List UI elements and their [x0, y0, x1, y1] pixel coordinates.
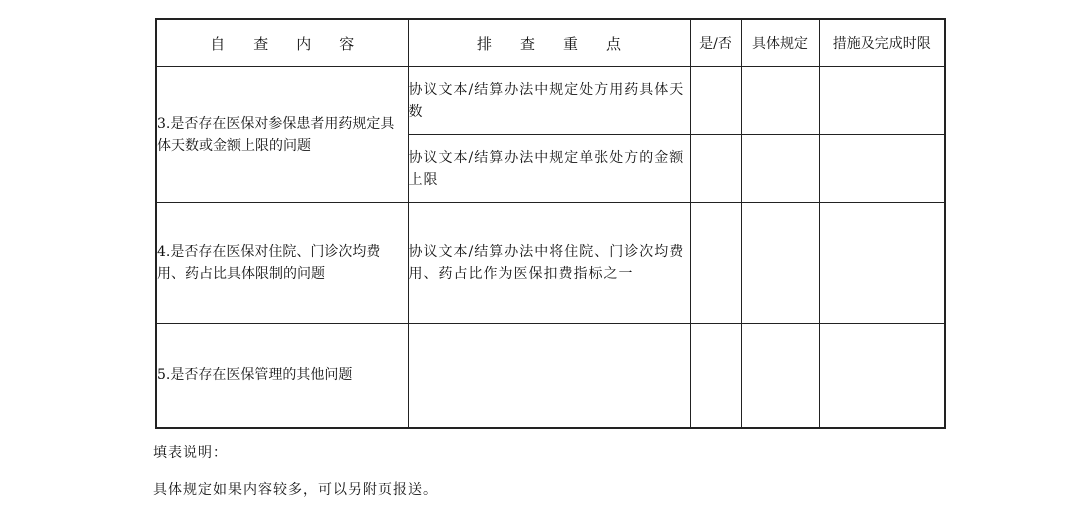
item-content: 3.是否存在医保对参保患者用药规定具体天数或金额上限的问题 — [156, 67, 408, 203]
measures-cell[interactable] — [819, 324, 945, 428]
rules-cell[interactable] — [741, 324, 819, 428]
rules-cell[interactable] — [741, 67, 819, 135]
header-measures: 措施及完成时限 — [819, 19, 945, 67]
yes-no-cell[interactable] — [690, 324, 741, 428]
item-focus: 协议文本/结算办法中规定单张处方的金额上限 — [408, 135, 690, 203]
table-row — [156, 203, 945, 324]
item-content: 4.是否存在医保对住院、门诊次均费用、药占比具体限制的问题 — [156, 203, 408, 324]
notes-heading: 填表说明： — [153, 445, 228, 461]
header-rules: 具体规定 — [741, 19, 819, 67]
yes-no-cell[interactable] — [690, 67, 741, 135]
measures-cell[interactable] — [819, 135, 945, 203]
item-focus — [408, 324, 690, 428]
table-row — [156, 324, 945, 428]
table-row — [156, 67, 945, 135]
rules-cell[interactable] — [741, 135, 819, 203]
item-focus: 协议文本/结算办法中规定处方用药具体天数 — [408, 67, 690, 135]
yes-no-cell[interactable] — [690, 135, 741, 203]
measures-cell[interactable] — [819, 67, 945, 135]
notes-line: 具体规定如果内容较多，可以另附页报送。 — [153, 482, 438, 498]
rules-cell[interactable] — [741, 203, 819, 324]
yes-no-cell[interactable] — [690, 203, 741, 324]
item-focus: 协议文本/结算办法中将住院、门诊次均费用、药占比作为医保扣费指标之一 — [408, 203, 690, 324]
self-check-table — [155, 18, 946, 429]
table-header-row — [156, 19, 945, 67]
header-content: 自查内容 — [156, 19, 408, 67]
header-yes-no: 是/否 — [690, 19, 741, 67]
item-content: 5.是否存在医保管理的其他问题 — [156, 324, 408, 428]
measures-cell[interactable] — [819, 203, 945, 324]
header-focus: 排查重点 — [408, 19, 690, 67]
